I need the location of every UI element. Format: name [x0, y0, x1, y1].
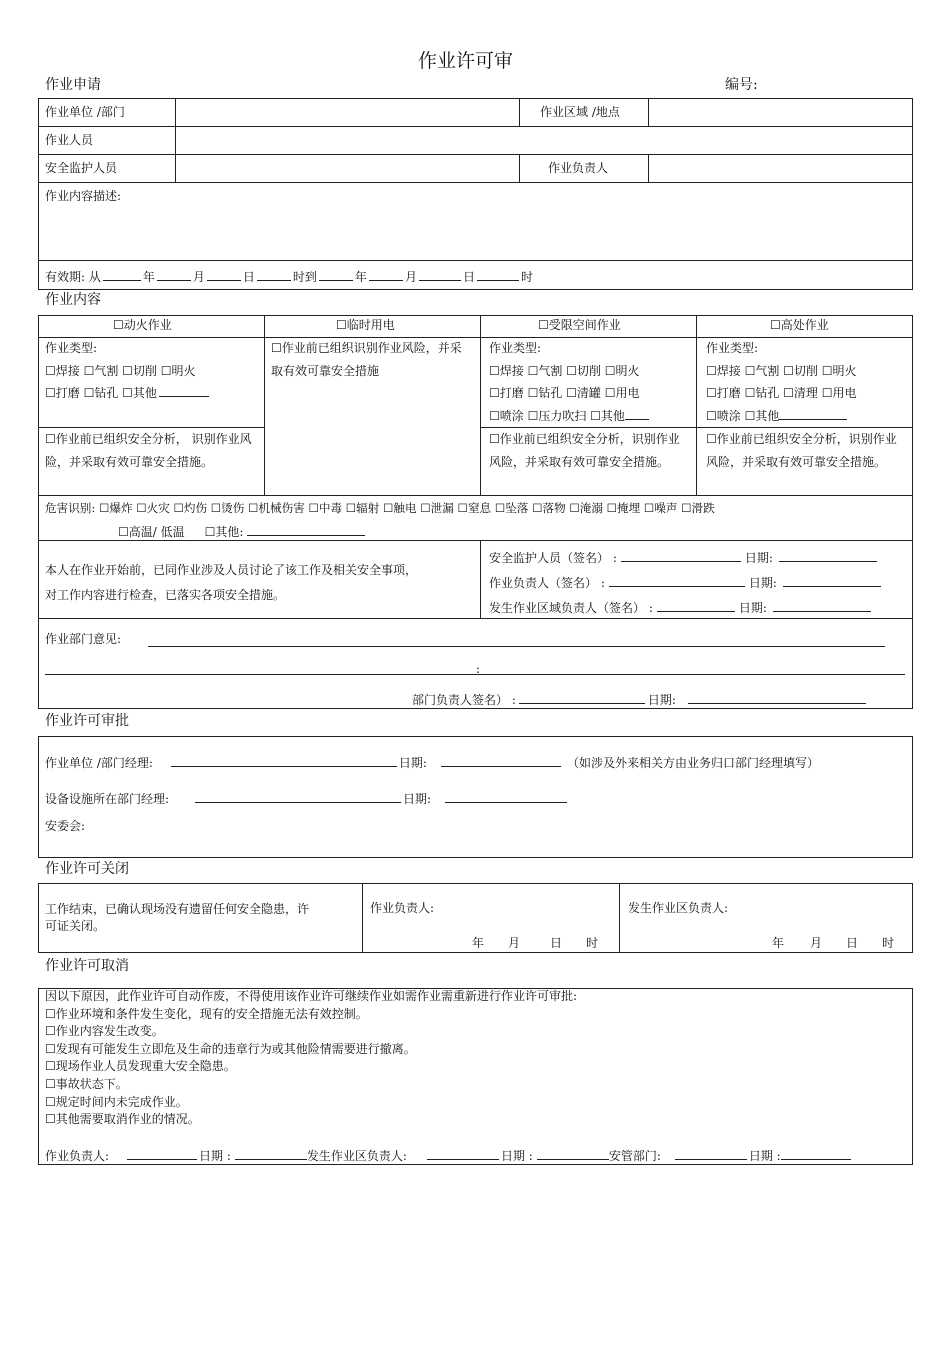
- description-label: 作业内容描述:: [45, 189, 122, 203]
- temp-power-header: ☐临时用电: [336, 318, 395, 332]
- facility-row: 设备设施所在部门经理: 日期:: [45, 790, 567, 807]
- closure-area-leader-label: 发生作业区负责人:: [628, 901, 729, 915]
- dept-sign: 部门负责人签名） : 日期:: [412, 691, 866, 708]
- cancel-item: ☐事故状态下。: [45, 1076, 128, 1091]
- sign-leader: 作业负责人（签名） : 日期:: [489, 574, 881, 591]
- manager-row: 作业单位 /部门经理: 日期: （如涉及外来相关方由业务归口部门经理填写）: [45, 756, 819, 770]
- cancel-item: ☐发现有可能发生立即危及生命的违章行为或其他险情需要进行撤离。: [45, 1041, 416, 1056]
- hazard-line-1: 危害识别: ☐爆炸 ☐火灾 ☐灼伤 ☐烫伤 ☐机械伤害 ☐中毒 ☐辐射 ☐触电 ☐泄漏 ☐窒息 ☐坠落 ☐落物 ☐淹溺 ☐掩埋 ☐噪声 ☐滑跌: [45, 501, 715, 515]
- closure-leader-date: 年 月 日 时: [472, 936, 599, 950]
- height-types: 作业类型: ☐焊接 ☐气割 ☐切削 ☐明火 ☐打磨 ☐钻孔 ☐清理 ☐用电 ☐喷涂 ☐其他: [706, 341, 857, 423]
- sign-supervisor: 安全监护人员（签名） : 日期:: [489, 549, 877, 566]
- page-title: 作业许可审: [418, 50, 514, 72]
- unit-label: 作业单位 /部门: [45, 105, 125, 119]
- confined-space-header: ☐受限空间作业: [538, 318, 621, 332]
- statement-text: 本人在作业开始前，已同作业涉及人员讨论了该工作及相关安全事项，对工作内容进行检查，已落实各项安全措施。: [45, 563, 418, 602]
- height-analysis: ☐作业前已组织安全分析，识别作业风险，并采取有效可靠安全措施。: [706, 432, 897, 469]
- leader-label: 作业负责人: [548, 161, 609, 175]
- cancel-list: [45, 988, 577, 1129]
- cancel-item: ☐规定时间内未完成作业。: [45, 1094, 188, 1109]
- personnel-label: 作业人员: [45, 133, 94, 147]
- closure-leader-label: 作业负责人:: [370, 901, 435, 915]
- closure-area-date: 年 月 日 时: [772, 936, 895, 950]
- number-label: 编号:: [725, 77, 758, 93]
- area-label: 作业区域 /地点: [540, 105, 620, 119]
- supervisor-label: 安全监护人员: [45, 161, 118, 175]
- cancel-intro: 因以下原因，此作业许可自动作废，不得使用该作业许可继续作业如需作业需重新进行作业许可审批:: [45, 989, 578, 1003]
- hazard-line-2: ☐高温/ 低温 ☐其他:: [118, 523, 365, 540]
- approval-heading: 作业许可审批: [45, 713, 129, 729]
- hot-work-header: ☐动火作业: [113, 318, 172, 332]
- committee-label: 安委会:: [45, 819, 86, 833]
- dept-opinion-label: 作业部门意见:: [45, 632, 122, 646]
- sign-area: 发生作业区域负责人（签名） : 日期:: [489, 599, 871, 616]
- confined-types: 作业类型: ☐焊接 ☐气割 ☐切削 ☐明火 ☐打磨 ☐钻孔 ☐清罐 ☐用电 ☐喷涂 ☐压力吹扫 ☐其他: [489, 337, 649, 427]
- closure-text: 工作结束，已确认现场没有遗留任何安全隐患，许可证关闭。: [45, 902, 310, 933]
- height-work-header: ☐高处作业: [770, 318, 829, 332]
- temp-power-text: ☐作业前已组织识别作业风险，并采取有效可靠安全措施: [271, 341, 462, 378]
- validity-row: 有效期: 从 年 月 日 时到 年 月 日 时: [45, 270, 533, 284]
- cancel-item: ☐作业内容发生改变。: [45, 1024, 164, 1039]
- application-heading: 作业申请: [45, 77, 101, 93]
- cancel-heading: 作业许可取消: [45, 958, 129, 974]
- cancel-item: ☐其他需要取消作业的情况。: [45, 1112, 200, 1127]
- confined-analysis: ☐作业前已组织安全分析，识别作业风险，并采取有效可靠安全措施。: [489, 432, 680, 469]
- closure-heading: 作业许可关闭: [45, 861, 129, 877]
- cancel-item: ☐现场作业人员发现重大安全隐患。: [45, 1059, 236, 1074]
- dept-colon: :: [476, 662, 481, 676]
- cancel-item: ☐作业环境和条件发生变化，现有的安全措施无法有效控制。: [45, 1006, 368, 1021]
- cancel-sign-row: 作业负责人: 日期 : 发生作业区负责人: 日期 : 安管部门: 日期 :: [45, 1147, 851, 1164]
- hot-work-analysis: ☐作业前已组织安全分析， 识别作业风险，并采取有效可靠安全措施。: [45, 432, 252, 469]
- hot-work-types: 作业类型: ☐焊接 ☐气割 ☐切削 ☐明火 ☐打磨 ☐钻孔 ☐其他: [45, 337, 209, 405]
- content-heading: 作业内容: [45, 292, 101, 308]
